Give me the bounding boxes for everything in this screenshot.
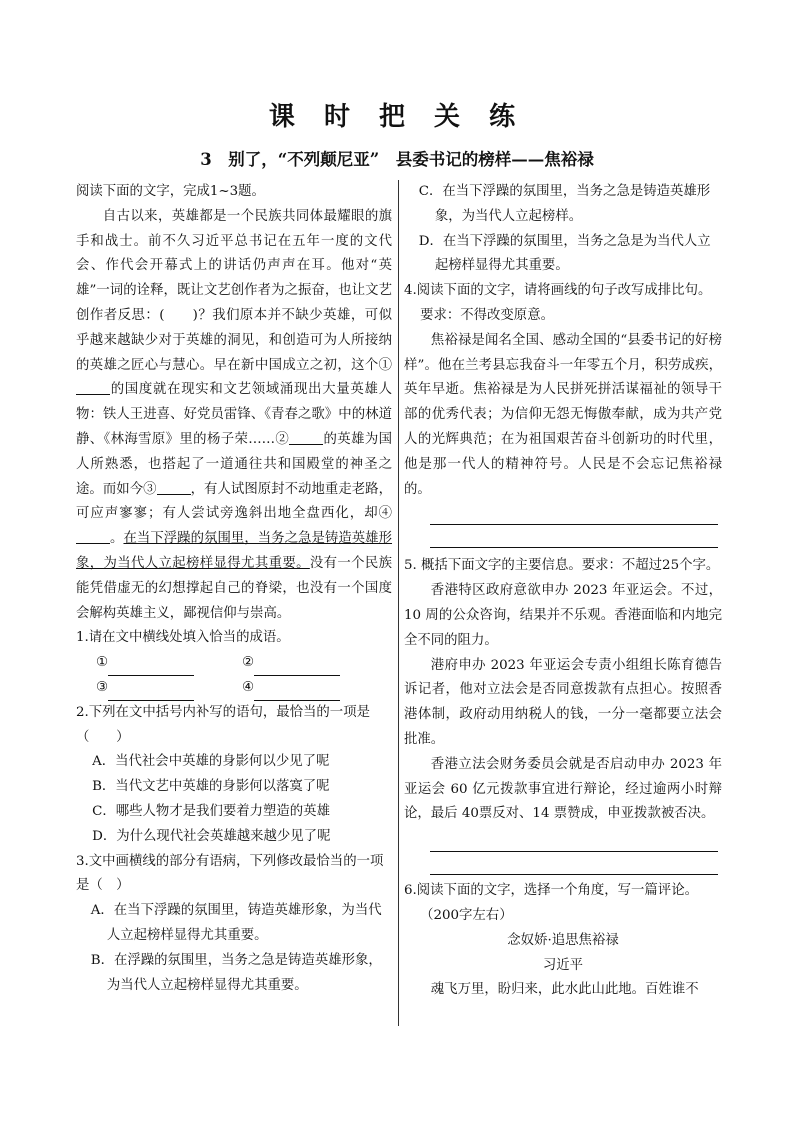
q2-option-a[interactable]: A．当代社会中英雄的身影何以少见了呢: [92, 754, 330, 770]
lesson-subtitle: 3 别了，“不列颠尼亚” 县委书记的榜样——焦裕禄: [200, 150, 594, 169]
q5-paragraph-3: 香港立法会财务委员会就是否启动申办 2023 年亚运会 60 亿元拨款事宜进行辩论，经过逾两小时辩论，最后 40票反对、14 票赞成，申亚拨款被否决。: [404, 756, 722, 822]
q5-paragraph-2: 港府申办 2023 年亚运会专责小组组长陈育德告诉记者，他对立法会是否同意拨款有点担心。按照香港体制，政府动用纳税人的钱，一分一毫都要立法会批准。: [404, 657, 722, 747]
reading-passage: 自古以来，英雄都是一个民族共同体最耀眼的旗手和战士。前不久习近平总书记在五年一度的文代会、作代会开幕式上的讲话仍声声在耳。他对“英雄”一词的诠释，既让文艺创作者为之振奋，也让文艺创作者反思：( )？我们原本并不缺少英雄，可似乎越来越缺少对于英雄的洞见，和创造可为人所接纳的英雄之匠心与慧心。早在新中国成立之初，这个①的国度就在现实和文艺领域涌现出大量英雄人物：铁人王进喜、好党员雷锋、《青春之歌》中的林道静、《林海雪原》里的杨子荣……② 的英雄为国人所熟悉，也搭起了一道通往共和国殿堂的神圣之途。而如今③ ，有人试图原封不动地重走老路，可应声寥寥；有人尝试旁逸斜出地全盘西化，却④。在当下浮躁的氛围里，当务之急是铸造英雄形象，为当代人立起榜样显得尤其重要。没有一个民族能凭借虚无的幻想撑起自己的脊梁，也没有一个国度会解构英雄主义，鄙视信仰与崇高。: [76, 208, 393, 621]
q4-underlined: 焦裕禄是为人民拼死拼活谋福祉的领导干部的优秀代表；为信仰无怨无悔傲奉献，成为共产党人的光辉典范；在为祖国艰苦奋斗创新功的时代里，他是那一代人的精神符号。: [404, 382, 723, 472]
question-6: 6.阅读下面的文字，选择一个角度，写一篇评论。: [404, 883, 698, 899]
question-4: 4.阅读下面的文字，请将画线的句子改写成排比句。: [404, 283, 712, 299]
reading-instruction: 阅读下面的文字，完成1~3题。: [76, 184, 265, 199]
q2-option-d[interactable]: D．为什么现代社会英雄越来越少见了呢: [92, 828, 331, 844]
q2-option-b[interactable]: B．当代文艺中英雄的身影何以落寞了呢: [92, 779, 330, 795]
question-1: 1.请在文中横线处填入恰当的成语。: [76, 630, 290, 646]
answer-row-2: ③ ④: [76, 676, 392, 701]
poem-author: 习近平: [542, 957, 584, 973]
blank-2[interactable]: [289, 430, 323, 445]
left-column: [76, 180, 392, 998]
q3-option-a[interactable]: A．在当下浮躁的氛围里，铸造英雄形象，为当代人立起榜样显得尤其重要。: [90, 903, 382, 943]
question-3: 3.文中画横线的部分有语病，下列修改最恰当的一项是（ ）: [76, 853, 384, 894]
answer-blank-2[interactable]: [254, 661, 340, 676]
right-column: [404, 180, 722, 1003]
blank-3[interactable]: [157, 480, 191, 495]
poem-title: 念奴娇·追思焦裕禄: [507, 932, 619, 948]
q3-option-c[interactable]: C．在当下浮躁的氛围里，当务之急是铸造英雄形象，为当代人立起榜样。: [418, 184, 711, 224]
column-divider: [398, 180, 399, 1026]
q4-requirement: 要求：不得改变原意。: [420, 307, 554, 323]
underlined-sentence: 在当下浮躁的氛围里，当务之急是铸造英雄形象，为当代人立起榜样显得尤其重要。: [76, 531, 393, 571]
q4-passage: 焦裕禄是闻名全国、感动全国的“县委书记的好榜样”。他在兰考县忘我奋斗一年零五个月，积劳成疾，英年早逝。焦裕禄是为人民拼死拼活谋福祉的领导干部的优秀代表；为信仰无怨无悔傲奉献，成为共产党人的光辉典范；在为祖国艰苦奋斗创新功的时代里，他是那一代人的精神符号。人民是不会忘记焦裕禄的。: [404, 332, 723, 497]
poem-line: 魂飞万里，盼归来，此水此山此地。百姓谁不: [430, 982, 699, 998]
question-2: 2.下列在文中括号内补写的语句，最恰当的一项是（ ）: [76, 704, 370, 745]
answer-blank-1[interactable]: [108, 661, 194, 676]
answer-row-1: ① ②: [76, 651, 392, 676]
page-title: 课 时 把 关 练: [268, 102, 526, 132]
q5-paragraph-1: 香港特区政府意欲申办 2023 年亚运会。不过，10 周的公众咨询，结果并不乐观。香港面临和内地完全不同的阻力。: [404, 583, 722, 648]
question-5: 5. 概括下面文字的主要信息。要求：不超过25个字。: [404, 558, 720, 574]
q3-option-b[interactable]: B．在浮躁的氛围里，当务之急是铸造英雄形象，为当代人立起榜样显得尤其重要。: [90, 952, 382, 993]
answer-blank-3[interactable]: [108, 686, 194, 701]
blank-4[interactable]: [76, 529, 110, 544]
q6-word-count: （200字左右）: [420, 907, 513, 923]
answer-blank-4[interactable]: [254, 686, 340, 701]
q2-option-c[interactable]: C．哪些人物才是我们要着力塑造的英雄: [92, 803, 330, 819]
blank-1[interactable]: [76, 380, 110, 395]
q3-option-d[interactable]: D．在当下浮躁的氛围里，当务之急是为当代人立起榜样显得尤其重要。: [418, 233, 711, 274]
